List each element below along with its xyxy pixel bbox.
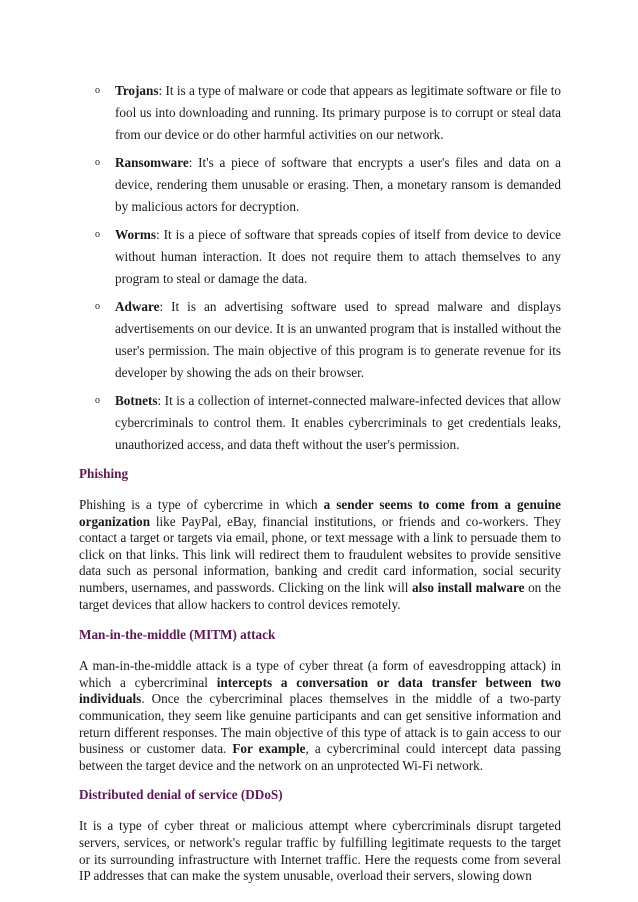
bullet-marker: o: [95, 229, 100, 240]
list-item-botnets: [79, 390, 561, 456]
bullet-marker: o: [95, 395, 100, 406]
bullet-term: Worms: [115, 227, 157, 242]
list-item-worms: [79, 224, 561, 290]
bullet-marker: o: [95, 301, 100, 312]
text-run: like PayPal, eBay, financial institutions, or friends and co-workers. They contact a target or targets via email, phone, or text message with a link to persuade them to click on that links. This link will redirect them to fraudulent websites to provide sensitive data such as personal information, banking and credit card information, social security numbers, usernames, and passwords. Clicking on the link will: [79, 513, 561, 595]
bullet-text: : It is a collection of internet-connected malware-infected devices that allow cybercriminals to control them. It enables cybercriminals to get credentials leaks, unauthorized access, and data theft without the user's permission.: [115, 393, 561, 452]
list-item-ransomware: [79, 152, 561, 218]
bullet-term: Trojans: [115, 83, 159, 98]
section-heading-mitm: Man-in-the-middle (MITM) attack: [79, 627, 276, 643]
text-run: , a cybercriminal could intercept data passing between the target device and the network on an unprotected Wi-Fi network.: [79, 741, 561, 773]
paragraph-ddos: [79, 818, 561, 884]
bullet-term: Adware: [115, 299, 160, 314]
bullet-text: : It is a piece of software that spreads copies of itself from device to device without human interaction. It does not require them to attach themselves to any program to steal or damage the data.: [115, 227, 561, 286]
list-item-adware: [79, 296, 561, 384]
bold-text-run: also install malware: [412, 579, 525, 595]
bold-text-run: a sender seems to come from a genuine organization: [79, 497, 561, 529]
document-page: [79, 80, 561, 885]
bullet-term: Ransomware: [115, 155, 189, 170]
text-run: It is a type of cyber threat or malicious attempt where cybercriminals disrupt targeted servers, services, or network's regular traffic by fulfilling legitimate requests to the target or its surrounding infrastructure with Internet traffic. Here the requests come from several IP addresses that can make the system unusable, overload their servers, slowing down: [79, 818, 561, 884]
bold-text-run: For example: [232, 741, 306, 757]
bullet-term: Botnets: [115, 393, 158, 408]
bullet-text: : It's a piece of software that encrypts a user's files and data on a device, rendering them unusable or erasing. Then, a monetary ransom is demanded by malicious actors for decryption.: [115, 155, 561, 214]
bullet-text: : It is an advertising software used to spread malware and displays advertisements on our device. It is an unwanted program that is installed without the user's permission. The main objective of this program is to generate revenue for its developer by showing the ads on their browser.: [115, 299, 561, 380]
bold-text-run: intercepts a conversation or data transfer between two individuals: [79, 674, 562, 707]
text-run: . Once the cybercriminal places themselves in the middle of a two-party communication, they seem like genuine participants and can get sensitive information and return different responses. The main objective of this type of attack is to gain access to our business or customer data.: [79, 691, 561, 757]
text-run: A man-in-the-middle attack is a type of cyber threat (a form of eavesdropping attack) in which a cybercriminal: [79, 658, 561, 690]
bullet-marker: o: [95, 85, 100, 96]
section-heading-phishing: Phishing: [79, 466, 129, 481]
bullet-text: : It is a type of malware or code that appears as legitimate software or file to fool us into downloading and running. Its primary purpose is to corrupt or steal data from our device or do other harmful activities on our network.: [115, 83, 561, 142]
text-run: Phishing is a type of cybercrime in which: [79, 497, 318, 512]
bullet-marker: o: [95, 157, 100, 168]
text-run: on the target devices that allow hackers to control devices remotely.: [79, 579, 561, 612]
paragraph-mitm: [79, 658, 561, 774]
section-heading-ddos: Distributed denial of service (DDoS): [79, 787, 283, 803]
paragraph-phishing: [79, 497, 561, 613]
malware-types-list: [79, 80, 561, 456]
list-item-trojans: [79, 80, 561, 146]
